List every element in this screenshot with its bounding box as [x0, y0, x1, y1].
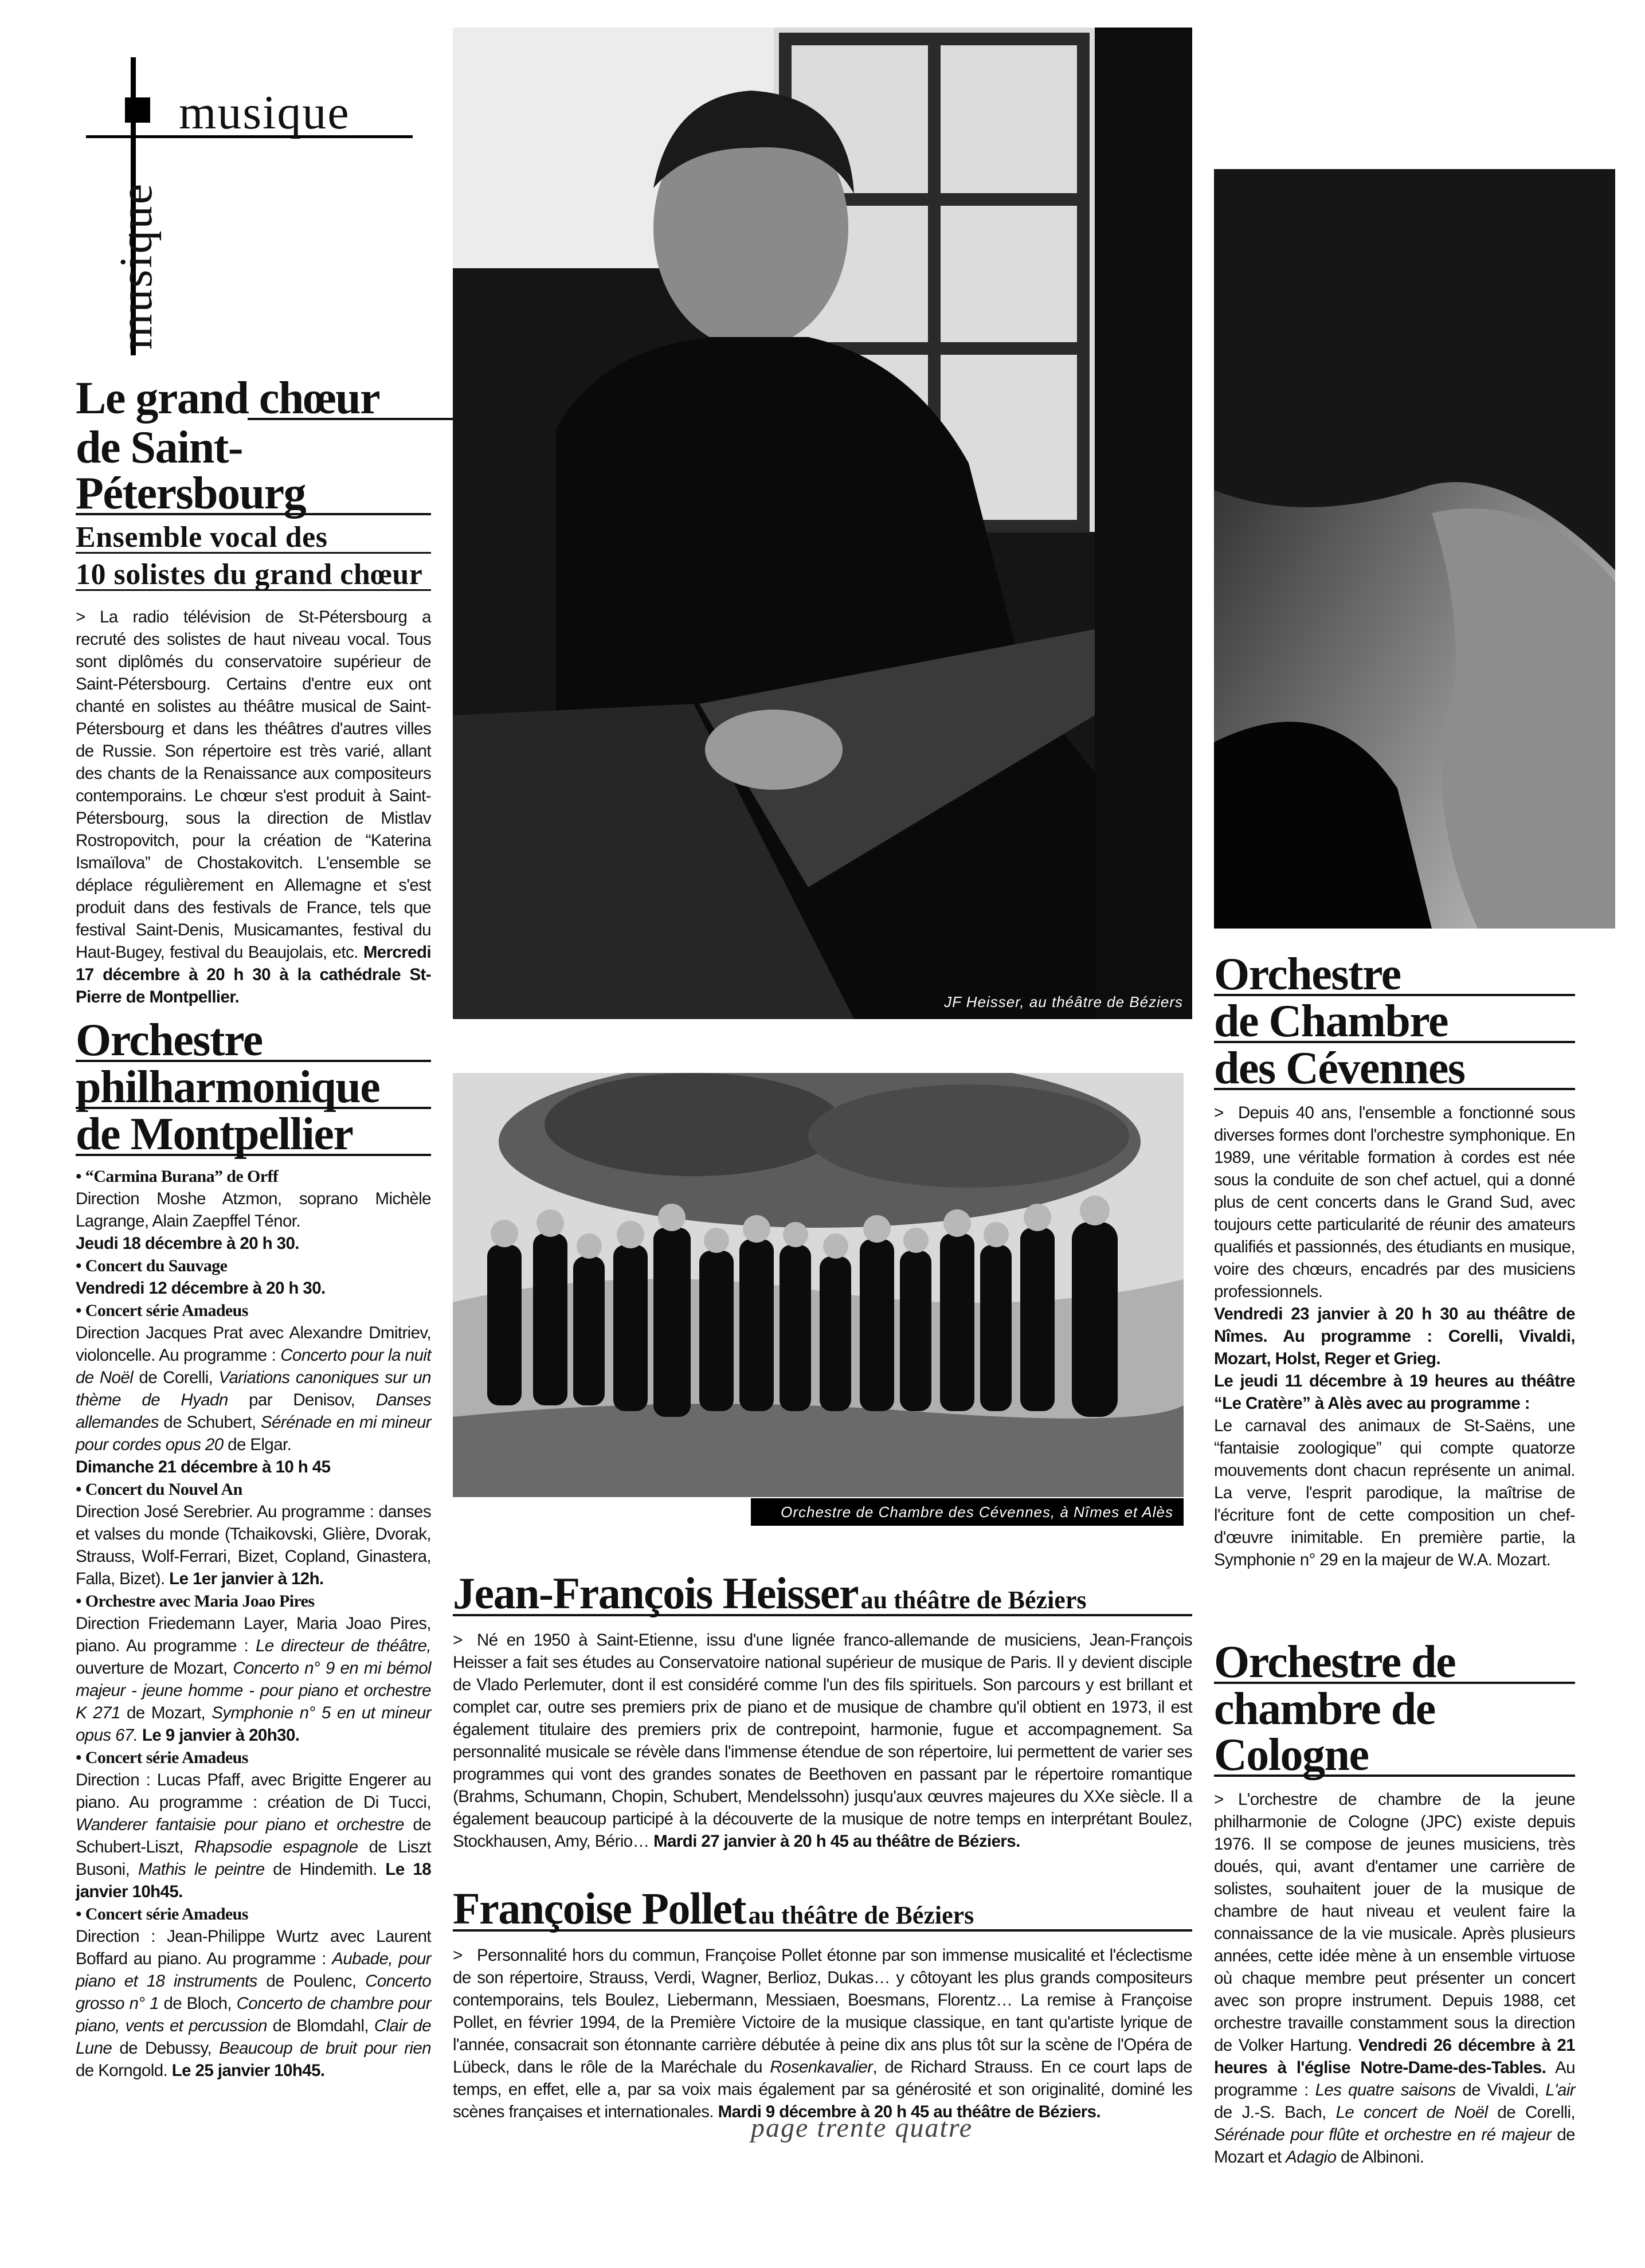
photo-heisser — [453, 28, 1192, 1019]
work-title: L'air — [1545, 2081, 1576, 2099]
article-body — [1214, 1788, 1575, 2168]
event-date: Mardi 9 décembre à 20 h 45 au théâtre de Béziers. — [718, 2102, 1101, 2121]
event-date: Le 1er janvier à 12h. — [169, 1569, 324, 1588]
program-item-text — [76, 1501, 431, 1590]
article-pollet — [453, 1883, 1192, 2123]
article-title: Orchestre de — [1214, 1637, 1456, 1687]
article-text: Né en 1950 à Saint-Etienne, issu d'une lignée franco-allemande de musiciens, Jean-François Heisser a fait ses études au Conservatoire national supérieur de musique de Paris. Il y devient disciple de Vlado Perlemuter, dont il est considéré comme l'un des fils spirituels. Son parcours y est brillant et complet car, outre ses premiers prix de piano et de musique de chambre qu'il obtient en 1973, il est également titulaire des premiers prix de contrepoint, harmonie, fugue et accompagnement. Sa personnalité musicale se révèle dans l'immense étendue de son répertoire, lui permettent de varier ses programmes qui vont des grandes sonates de Beethoven en passant par le répertoire romantique (Brahms, Schumann, Chopin, Schubert, Mendelssohn) jusqu'aux œuvres majeures du XXe siècle. Il a également beaucoup participé à la découverte de la musique de notre temps en interprétant Boulez, Stockhausen, Amy, Bério… — [453, 1631, 1192, 1851]
work-title: Concerto n° 9 en mi bémol majeur - jeune homme - pour piano et orchestre K 271 — [76, 1659, 432, 1722]
article-text: Le carnaval des animaux de St-Saëns, une “fantaisie zoologique” qui compte quatorze mouvements dont chacun représente un animal. La verve, l'esprit parodique, la maîtrise de l'écriture font de cette composition un chef-d'œuvre inimitable. En première partie, la Symphonie n° 29 en la majeur de W.A. Mozart. — [1214, 1416, 1575, 1569]
arrow-marker: > — [453, 1631, 463, 1650]
event-date: Mardi 27 janvier à 20 h 45 au théâtre de Béziers. — [653, 1832, 1020, 1851]
work-title: Sérénade en mi mineur pour cordes opus 20 — [76, 1413, 431, 1454]
photo-heisser-image — [453, 28, 1192, 1019]
article-text: Depuis 40 ans, l'ensemble a fonctionné sous diverses formes dont l'orchestre symphonique. En 1989, une véritable formation à cordes est née sous la conduite de son chef actuel, qui a donné plus de cent concerts dans le Grand Sud, avec toujours cette particularité de réunir des amateurs qualifiés et passionnés, des étudiants en musique, voire des chœurs, encadrés par des musiciens professionnels. — [1214, 1103, 1575, 1301]
work-title: Rosenkavalier — [770, 2058, 873, 2077]
article-text: Au programme : — [1214, 2058, 1575, 2099]
arrow-marker: > — [76, 608, 85, 626]
work-title: Le concert de Noël — [1335, 2103, 1488, 2122]
item-text: de Schubert-Liszt, — [76, 1815, 431, 1856]
work-title: Concerto pour la nuit de Noël — [76, 1346, 431, 1387]
program-list — [76, 1165, 431, 2082]
work-title: Beaucoup de bruit pour rien — [219, 2039, 431, 2058]
work-title: Danses allemandes — [76, 1390, 431, 1432]
item-text: de Elgar. — [223, 1435, 292, 1454]
work-title: Symphonie n° 5 en ut mineur opus 67. — [76, 1703, 431, 1745]
work-title: Concerto de chambre pour piano, vents et percussion — [76, 1994, 431, 2035]
program-item-text — [76, 1612, 431, 1746]
arrow-marker: > — [1214, 1790, 1224, 1809]
article-text: L'orchestre de chambre de la jeune philharmonie de Cologne (JPC) existe depuis 1976. Il se compose de jeunes musiciens, très doués, qui, avant d'entamer une carrière de solistes, souhaitent jouer de la musique de chambre de haut niveau et veulent faire la connaissance de la vie musicale. Après plusieurs années, cette idée mène à un ensemble virtuose où chaque membre peut présenter un concert avec son propre instrument. Depuis 1988, cet orchestre travaille constamment sous la direction de Volker Hartung. — [1214, 1790, 1575, 2055]
photo-caption: Orchestre de Chambre des Cévennes, à Nîmes et Alès — [781, 1503, 1173, 1521]
article-title: des Cévennes — [1214, 1043, 1465, 1094]
work-title: Clair de Lune — [76, 2016, 432, 2058]
event-date: Le 25 janvier 10h45. — [171, 2061, 325, 2080]
article-cevennes — [1214, 951, 1575, 1571]
article-title: de Montpellier — [76, 1109, 353, 1160]
program-item-title: • Concert série Amadeus — [76, 1905, 248, 1924]
event-date: Vendredi 23 janvier à 20 h 30 au théâtre de Nîmes. Au programme : Corelli, Vivaldi, Mozart, Holst, Reger et Grieg. — [1214, 1305, 1575, 1368]
event-date: Jeudi 18 décembre à 20 h 30. — [76, 1234, 299, 1253]
item-text: Direction Moshe Atzmon, soprano Michèle Lagrange, Alain Zaepffel Ténor. — [76, 1189, 431, 1231]
article-title: philharmonique — [76, 1062, 380, 1113]
article-text: de Corelli, — [1487, 2103, 1575, 2122]
photo-orchestre-image — [453, 1073, 1184, 1526]
work-title: Concerto grosso n° 1 — [76, 1972, 432, 2013]
event-date: Dimanche 21 décembre à 10 h 45 — [76, 1458, 331, 1476]
work-title: Aubade, pour piano et 18 instruments — [76, 1949, 431, 1991]
article-text: Personnalité hors du commun, Françoise Pollet étonne par son immense musicalité et l'éclectisme de son répertoire, Strauss, Verdi, Wagner, Berlioz, Dukas… y côtoyant les plus grands compositeurs contemporains, tels Boulez, Liebermann, Messiaen, Boesmans, Florentz… La remise à Françoise Pollet, en février 1994, de la Première Victoire de la musique classique, en tant qu'artiste lyrique de l'année, consacrait son étonnante carrière débutée à peine dix ans plus tôt sur la scène de l'Opéra de Lübeck, dans le rôle de la Maréchale du — [453, 1946, 1192, 2077]
section-header-vertical: musique — [111, 182, 162, 350]
article-title-suffix: au théâtre de Béziers — [860, 1586, 1087, 1614]
item-text: par Denisov, — [228, 1390, 376, 1409]
section-header: musique — [179, 86, 350, 139]
item-text: de Debussy, — [112, 2039, 220, 2058]
article-title: Orchestre — [1214, 949, 1401, 1000]
article-title: chambre de Cologne — [1214, 1684, 1435, 1780]
item-text: de Hindemith. — [264, 1860, 377, 1879]
work-title: Sérénade pour flûte et orchestre en ré majeur — [1214, 2125, 1552, 2144]
article-body — [453, 1629, 1192, 1852]
article-body — [453, 1944, 1192, 2123]
article-text: de Albinoni. — [1336, 2148, 1424, 2167]
article-text: de Vivaldi, — [1455, 2081, 1546, 2099]
article-title: Le grand chœur — [76, 373, 380, 424]
article-title-suffix: au théâtre de Béziers — [748, 1901, 974, 1929]
photo-orchestre-cevennes — [453, 1073, 1184, 1526]
photo-pollet — [1214, 169, 1615, 929]
page-number: page trente quatre — [751, 2113, 973, 2143]
program-item-title: • Concert série Amadeus — [76, 1301, 248, 1320]
article-title-row — [453, 1883, 1192, 1933]
item-text: Direction : Jean-Philippe Wurtz avec Laurent Boffard au piano. Au programme : — [76, 1927, 431, 1968]
work-title: Le directeur de théâtre, — [255, 1636, 431, 1655]
article-philharmonique — [76, 1017, 431, 2082]
item-text: ouverture de Mozart, — [76, 1659, 233, 1678]
program-item-text — [76, 1769, 431, 1903]
event-date: Vendredi 12 décembre à 20 h 30. — [76, 1279, 326, 1298]
article-title: Françoise Pollet — [453, 1883, 746, 1933]
item-text: de Korngold. — [76, 2061, 168, 2080]
program-item-title: • “Carmina Burana” de Orff — [76, 1167, 279, 1186]
header-square-mark — [125, 97, 150, 123]
arrow-marker: > — [453, 1946, 463, 1965]
article-subtitle: 10 solistes du grand chœur — [76, 558, 423, 591]
program-item-text — [76, 1188, 431, 1232]
work-title: Variations canoniques sur un thème de Hyadn — [76, 1368, 431, 1409]
item-text: Direction José Serebrier. Au programme : danses et valses du monde (Tchaikovski, Glière, Dvorak, Strauss, Wolf-Ferrari, Bizet, Copland, Ginastera, Falla, Bizet). — [76, 1502, 431, 1588]
article-body — [1214, 1102, 1575, 1571]
article-cologne — [1214, 1639, 1575, 2168]
event-date: Vendredi 26 décembre à 21 heures à l'église Notre-Dame-des-Tables. — [1214, 2036, 1576, 2077]
work-title: Rhapsodie espagnole — [194, 1838, 358, 1856]
program-item-title: • Concert du Sauvage — [76, 1256, 228, 1275]
program-item-title: • Concert du Nouvel An — [76, 1480, 242, 1499]
program-item-title: • Orchestre avec Maria Joao Pires — [76, 1592, 315, 1611]
article-body — [76, 606, 431, 1008]
item-text: de Liszt Busoni, — [76, 1838, 431, 1879]
event-date: Mercredi 17 décembre à 20 h 30 à la cathédrale St-Pierre de Montpellier. — [76, 943, 431, 1006]
program-item-text — [76, 1322, 431, 1456]
article-grand-choeur — [76, 375, 431, 1008]
article-text: de J.-S. Bach, — [1214, 2103, 1336, 2122]
photo-caption: JF Heisser, au théâtre de Béziers — [944, 993, 1183, 1010]
article-text: , de Richard Strauss. En ce court laps de temps, en effet, elle a, par sa voix mais également par sa générosité et son originalité, dominé les scènes françaises et internationales. — [453, 2058, 1192, 2121]
article-title: de Saint-Pétersbourg — [76, 422, 306, 519]
photo-pollet-image — [1214, 169, 1615, 929]
item-text: de Corelli, — [133, 1368, 219, 1387]
item-text: de Blomdahl, — [267, 2016, 374, 2035]
item-text: de Schubert, — [158, 1413, 261, 1432]
event-date: Le jeudi 11 décembre à 19 heures au théâtre “Le Cratère” à Alès avec au programme : — [1214, 1372, 1575, 1413]
article-text: La radio télévision de St-Pétersbourg a recruté des solistes de haut niveau vocal. Tous sont diplômés du conservatoire supérieur de Saint-Pétersbourg. Certains d'entre eux ont chanté en solistes au théâtre musical de Saint-Pétersbourg et dans les théâtres d'autres villes de Russie. Son répertoire est très varié, allant des chants de la Renaissance aux compositeurs contemporains. Le chœur s'est produit à Saint-Pétersbourg, sous la direction de Mistlav Rostropovitch, pour la création de “Katerina Ismaïlova” de Chostakovitch. L'ensemble se déplace régulièrement en Allemagne et s'est produit dans des festivals de France, tels que festival Saint-Denis, Musicamantes, festival du Haut-Bugey, festival du Beaujolais, etc. — [76, 608, 431, 962]
program-item-title: • Concert série Amadeus — [76, 1748, 248, 1767]
article-title-row — [453, 1570, 1192, 1616]
event-date: Le 18 janvier 10h45. — [76, 1860, 431, 1901]
article-title: Jean-François Heisser — [453, 1568, 859, 1618]
article-subtitle: Ensemble vocal des — [76, 521, 328, 554]
program-item-text — [76, 1925, 431, 2082]
work-title: Les quatre saisons — [1315, 2081, 1456, 2099]
item-text: Direction Jacques Prat avec Alexandre Dmitriev, violoncelle. Au programme : — [76, 1323, 431, 1365]
event-date: Le 9 janvier à 20h30. — [142, 1726, 300, 1745]
article-text: de Mozart et — [1214, 2125, 1575, 2167]
item-text: Direction Friedemann Layer, Maria Joao Pires, piano. Au programme : — [76, 1614, 431, 1655]
item-text: Direction : Lucas Pfaff, avec Brigitte Engerer au piano. Au programme : création de Di Tucci, — [76, 1770, 431, 1812]
arrow-marker: > — [1214, 1103, 1224, 1122]
article-title: de Chambre — [1214, 996, 1448, 1047]
article-title: Orchestre — [76, 1015, 263, 1066]
work-title: Wanderer fantaisie pour piano et orchestre — [76, 1815, 404, 1834]
item-text: de Poulenc, — [257, 1972, 366, 1991]
item-text: de Bloch, — [158, 1994, 237, 2013]
work-title: Mathis le peintre — [138, 1860, 265, 1879]
work-title: Adagio — [1286, 2148, 1337, 2167]
article-heisser — [453, 1570, 1192, 1852]
item-text: de Mozart, — [120, 1703, 212, 1722]
